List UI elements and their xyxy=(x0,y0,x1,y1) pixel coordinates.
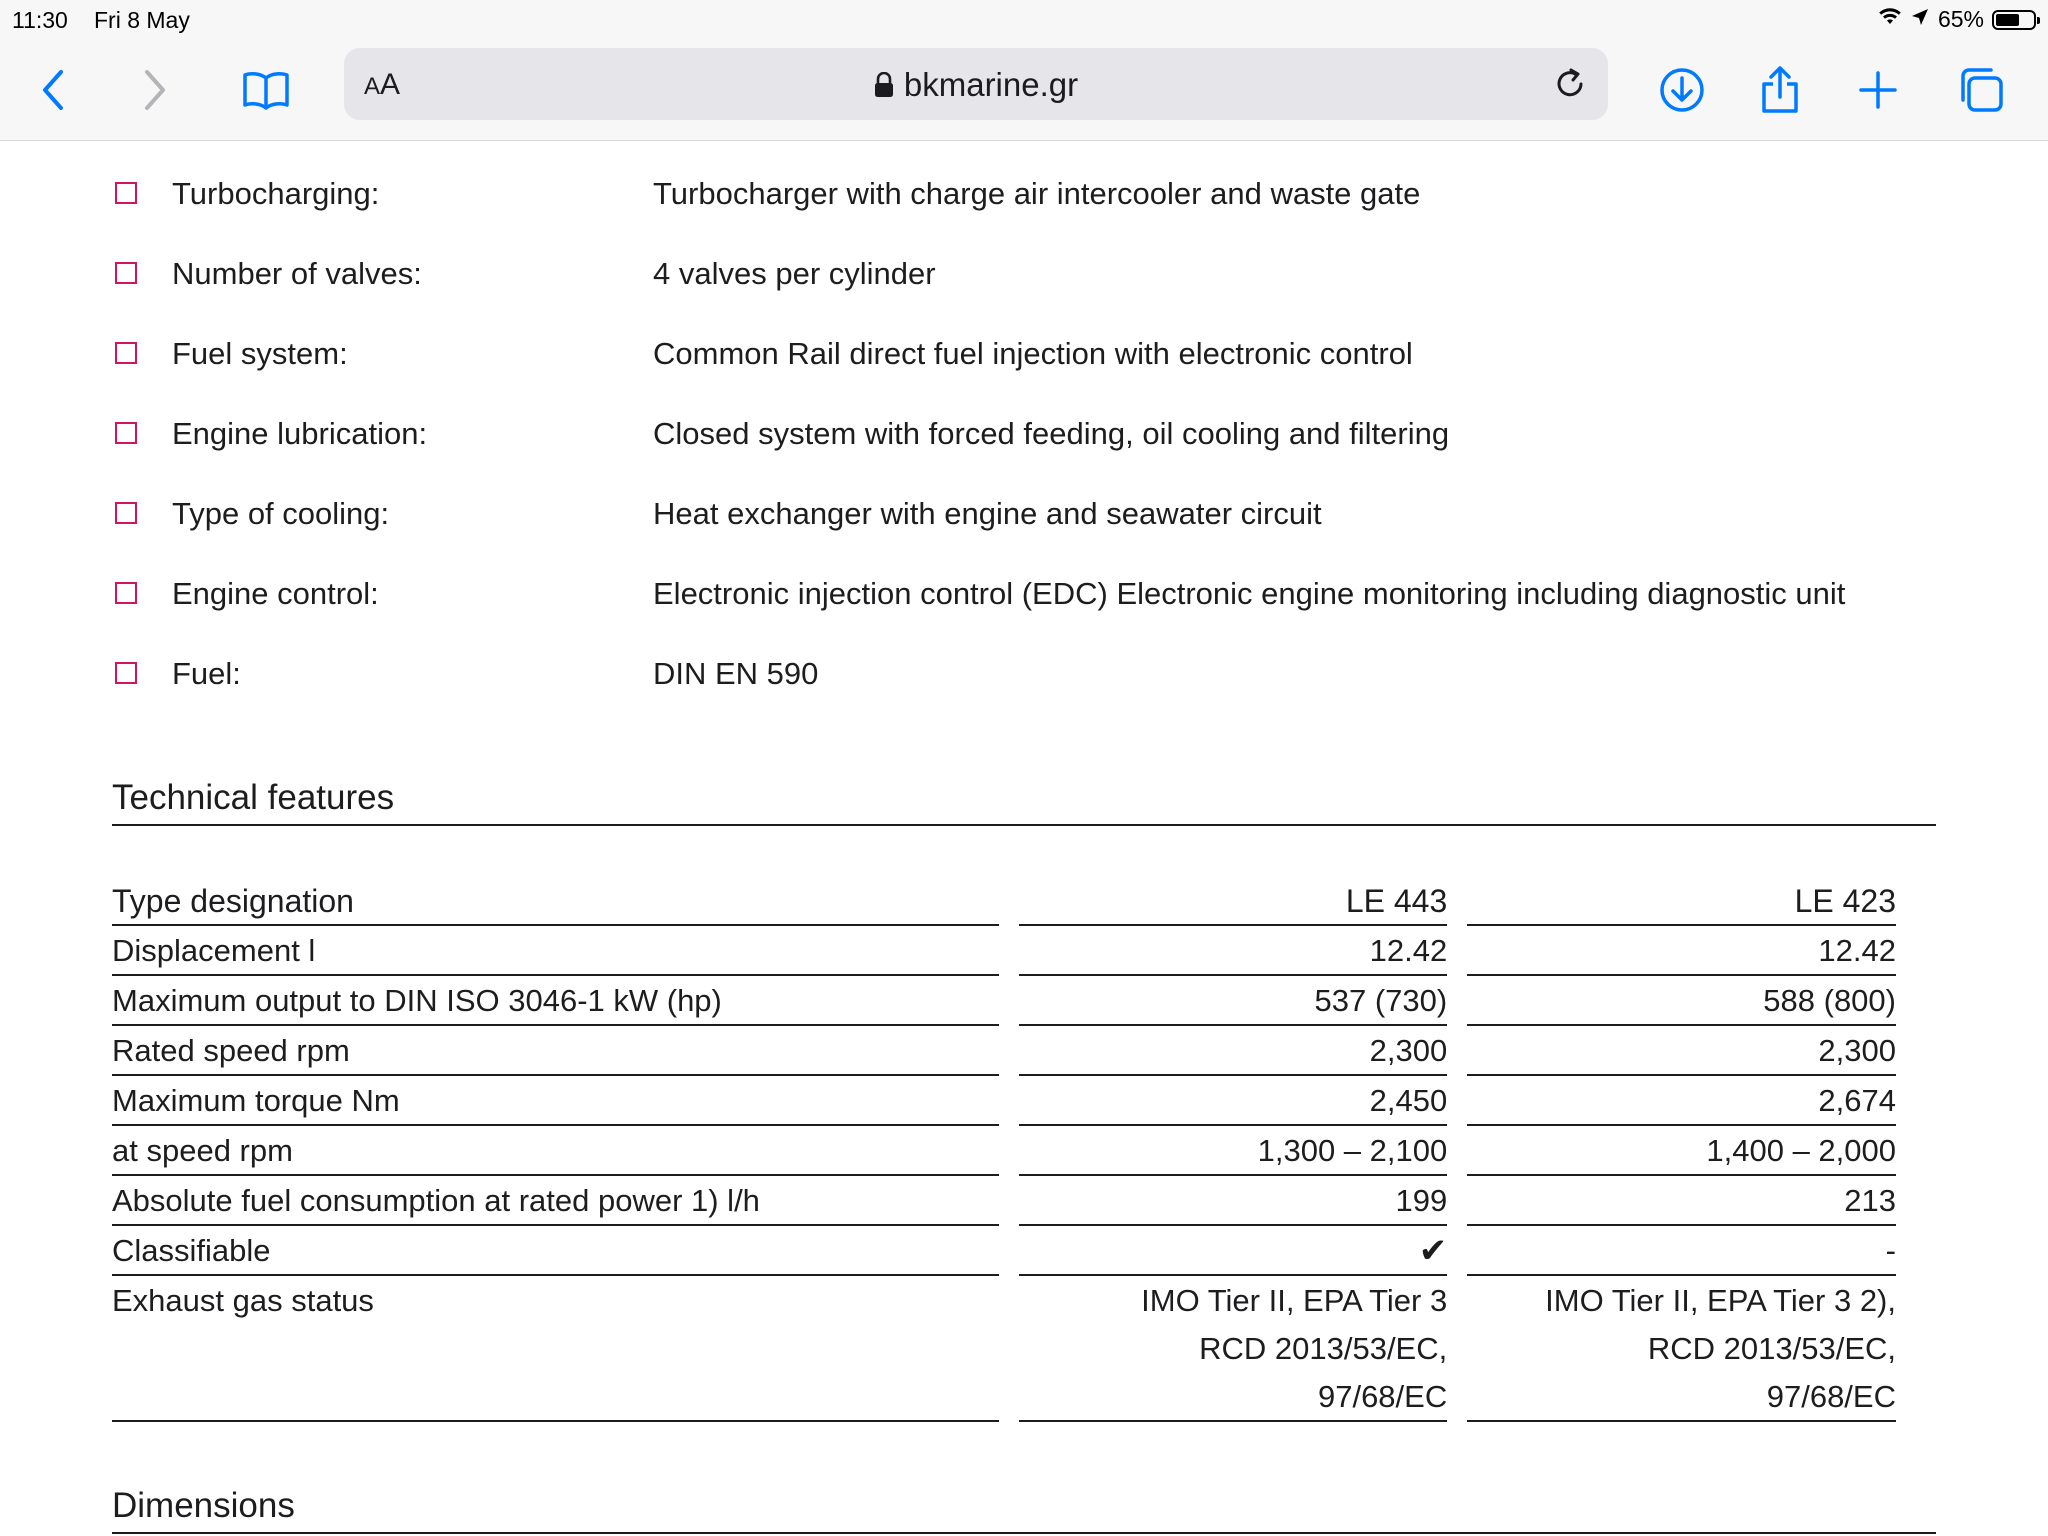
battery-percent: 65% xyxy=(1937,6,1984,32)
spec-value: DIN EN 590 xyxy=(653,656,819,691)
table-row xyxy=(112,926,1896,976)
text-size-button[interactable]: AA xyxy=(364,68,401,101)
checkbox-bullet-icon xyxy=(115,342,137,364)
spec-value: Common Rail direct fuel injection with electronic control xyxy=(653,336,1413,371)
spec-value: Heat exchanger with engine and seawater circuit xyxy=(653,496,1322,531)
row-label: Displacement l xyxy=(112,926,999,976)
row-value-le443: 199 xyxy=(1019,1176,1448,1226)
dimensions-heading: Dimensions xyxy=(112,1486,1936,1534)
location-icon xyxy=(1910,6,1930,33)
url-text: bkmarine.gr xyxy=(903,66,1079,103)
status-right xyxy=(1878,6,2036,33)
download-icon[interactable] xyxy=(1654,62,1710,118)
exhaust-line: RCD 2013/53/EC, xyxy=(1199,1331,1448,1366)
back-icon[interactable] xyxy=(26,62,82,118)
spec-row xyxy=(0,496,2048,540)
row-label: Exhaust gas status xyxy=(112,1276,999,1422)
spec-row xyxy=(0,176,2048,220)
status-time: 11:30 xyxy=(12,7,68,33)
spec-value: 4 valves per cylinder xyxy=(653,256,936,291)
table-row xyxy=(112,1276,1896,1422)
exhaust-line: IMO Tier II, EPA Tier 3 xyxy=(1141,1283,1448,1318)
spec-label: Number of valves: xyxy=(172,256,422,291)
spec-row xyxy=(0,416,2048,460)
table-row xyxy=(112,1126,1896,1176)
row-label: Absolute fuel consumption at rated power 1) l/h xyxy=(112,1176,999,1226)
spec-label: Fuel system: xyxy=(172,336,348,371)
row-label: Rated speed rpm xyxy=(112,1026,999,1076)
row-value-le423: 2,674 xyxy=(1467,1076,1896,1126)
row-value-le443: 537 (730) xyxy=(1019,976,1448,1026)
checkmark-icon: ✔ xyxy=(1019,1226,1448,1276)
table-row xyxy=(112,1026,1896,1076)
row-value-le423: 588 (800) xyxy=(1467,976,1896,1026)
row-value-le423 xyxy=(1467,1276,1896,1422)
row-value-le443: 1,300 – 2,100 xyxy=(1019,1126,1448,1176)
browser-toolbar xyxy=(0,40,2048,141)
row-label: Classifiable xyxy=(112,1226,999,1276)
row-value-le423: 2,300 xyxy=(1467,1026,1896,1076)
exhaust-line: 97/68/EC xyxy=(1766,1379,1896,1414)
checkbox-bullet-icon xyxy=(115,422,137,444)
spec-row xyxy=(0,336,2048,380)
row-value-le423: 12.42 xyxy=(1467,926,1896,976)
url-display[interactable] xyxy=(344,66,1608,106)
address-bar[interactable] xyxy=(344,48,1608,120)
exhaust-line: IMO Tier II, EPA Tier 3 2), xyxy=(1545,1283,1896,1318)
table-row xyxy=(112,1176,1896,1226)
tabs-icon[interactable] xyxy=(1953,62,2009,118)
row-value-le443 xyxy=(1019,1276,1448,1422)
wifi-icon xyxy=(1878,6,1902,33)
table-header-cell: LE 423 xyxy=(1467,876,1896,926)
status-bar xyxy=(0,0,2048,40)
spec-row xyxy=(0,576,2048,620)
table-header-row xyxy=(112,876,1896,926)
table-header-cell: Type designation xyxy=(112,876,999,926)
checkbox-bullet-icon xyxy=(115,662,137,684)
checkbox-bullet-icon xyxy=(115,582,137,604)
new-tab-icon[interactable] xyxy=(1850,62,1906,118)
exhaust-line: RCD 2013/53/EC, xyxy=(1647,1331,1896,1366)
checkbox-bullet-icon xyxy=(115,262,137,284)
row-value-le443: 2,300 xyxy=(1019,1026,1448,1076)
bookmarks-icon[interactable] xyxy=(238,62,294,118)
technical-features-table xyxy=(92,876,1916,1422)
status-date: Fri 8 May xyxy=(94,7,190,33)
spec-value: Electronic injection control (EDC) Electronic engine monitoring including diagnostic unit xyxy=(653,576,1846,611)
checkbox-bullet-icon xyxy=(115,502,137,524)
table-row xyxy=(112,976,1896,1026)
spec-value: Closed system with forced feeding, oil cooling and filtering xyxy=(653,416,1450,451)
spec-row xyxy=(0,656,2048,700)
forward-icon[interactable] xyxy=(126,62,182,118)
reload-icon[interactable] xyxy=(1552,66,1588,107)
battery-icon xyxy=(1992,10,2036,30)
row-value-le423: 213 xyxy=(1467,1176,1896,1226)
table-row xyxy=(112,1076,1896,1126)
row-label: Maximum torque Nm xyxy=(112,1076,999,1126)
row-value-le443: 12.42 xyxy=(1019,926,1448,976)
table-row xyxy=(112,1226,1896,1276)
table-header-cell: LE 443 xyxy=(1019,876,1448,926)
technical-features-heading: Technical features xyxy=(112,778,1936,826)
share-icon[interactable] xyxy=(1752,62,1808,118)
spec-label: Turbocharging: xyxy=(172,176,380,211)
spec-label: Engine control: xyxy=(172,576,379,611)
spec-row xyxy=(0,256,2048,300)
checkbox-bullet-icon xyxy=(115,182,137,204)
spec-label: Type of cooling: xyxy=(172,496,390,531)
row-value-le443: 2,450 xyxy=(1019,1076,1448,1126)
spec-label: Fuel: xyxy=(172,656,241,691)
row-value-le423: - xyxy=(1467,1226,1896,1276)
spec-value: Turbocharger with charge air intercooler and waste gate xyxy=(653,176,1421,211)
exhaust-line: 97/68/EC xyxy=(1317,1379,1448,1414)
row-label: at speed rpm xyxy=(112,1126,999,1176)
spec-label: Engine lubrication: xyxy=(172,416,428,451)
row-label: Maximum output to DIN ISO 3046-1 kW (hp) xyxy=(112,976,999,1026)
lock-icon xyxy=(874,68,894,106)
row-value-le423: 1,400 – 2,000 xyxy=(1467,1126,1896,1176)
